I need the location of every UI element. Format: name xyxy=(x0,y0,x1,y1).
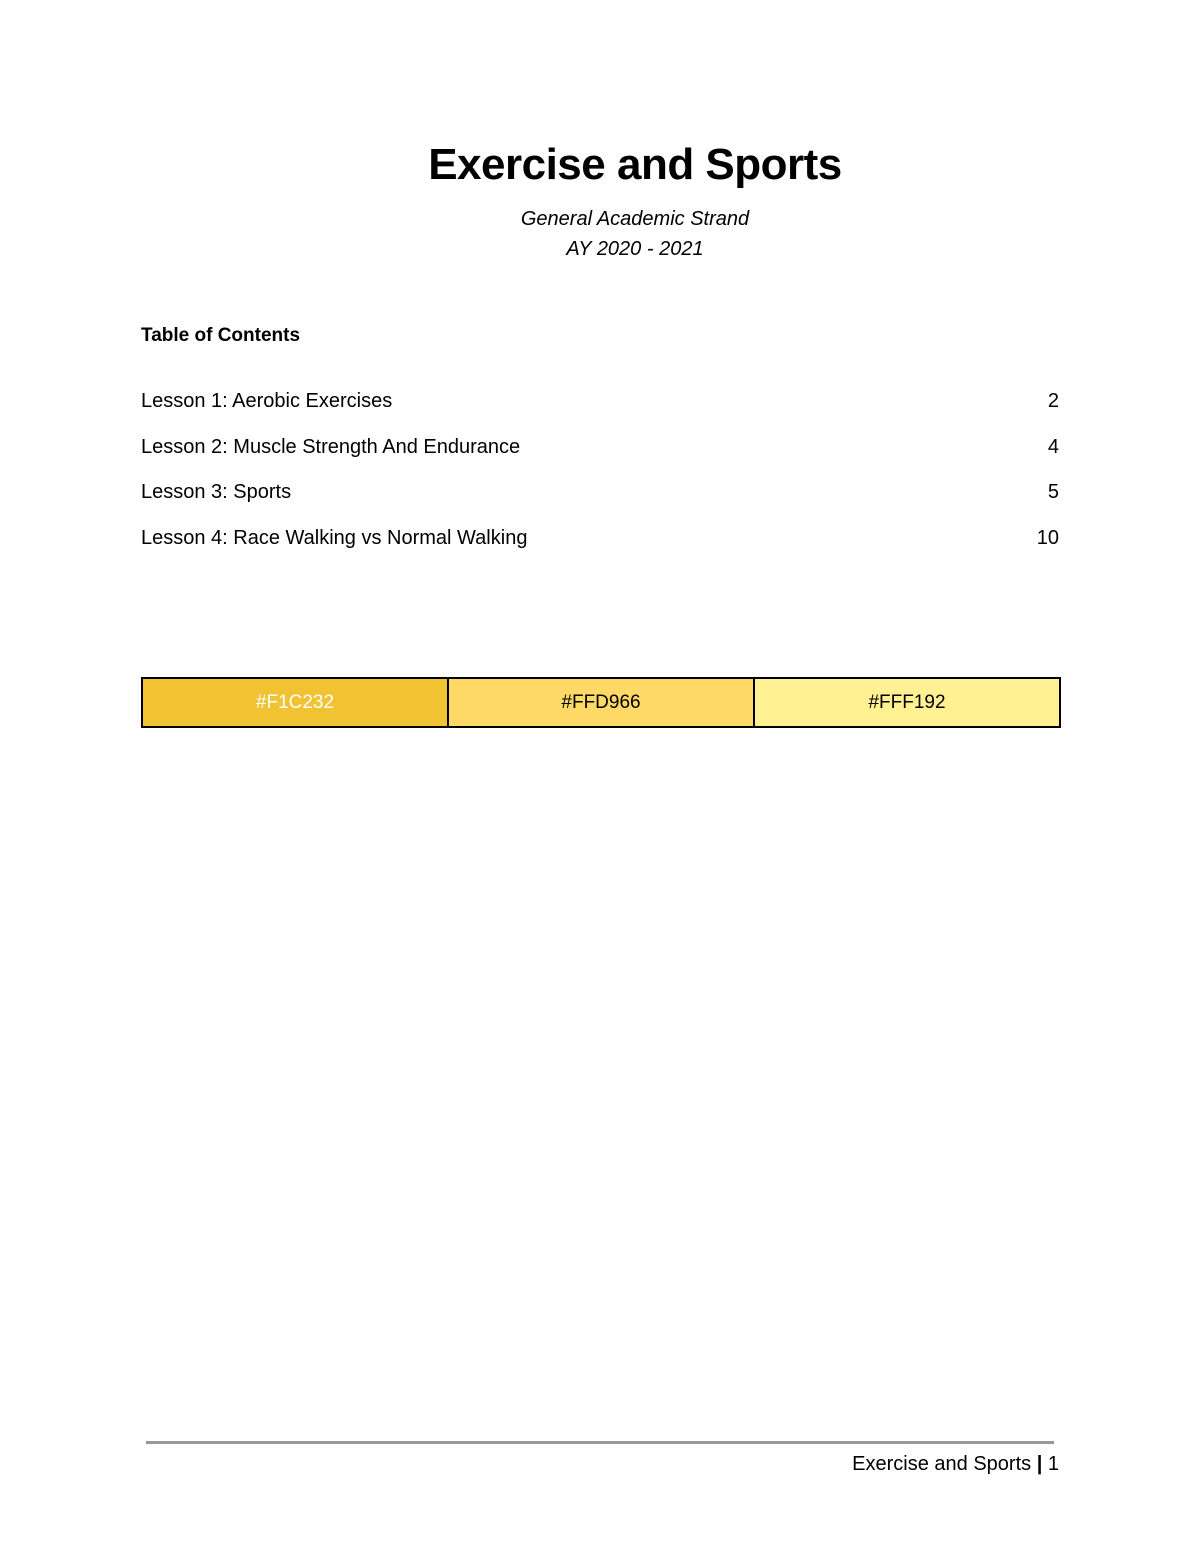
toc-entry-label: Lesson 2: Muscle Strength And Endurance xyxy=(141,435,521,458)
toc-heading: Table of Contents xyxy=(141,325,301,346)
toc-entry-lesson-1[interactable] xyxy=(141,390,1059,436)
toc-entry-page: 2 xyxy=(1047,390,1059,412)
color-swatch: #F1C232 xyxy=(143,679,447,726)
toc-entry-label: Lesson 3: Sports xyxy=(141,481,292,503)
footer-page-number: 1 xyxy=(1047,1453,1059,1475)
academic-year: AY 2020 - 2021 xyxy=(566,238,704,260)
toc-entry-page: 5 xyxy=(1047,481,1059,503)
document-subtitle: General Academic Strand xyxy=(520,208,750,230)
document-title: Exercise and Sports xyxy=(428,140,842,189)
toc-entry-label: Lesson 4: Race Walking vs Normal Walking xyxy=(141,526,528,549)
toc-entry-label: Lesson 1: Aerobic Exercises xyxy=(141,390,393,412)
toc-entry-lesson-3[interactable] xyxy=(141,481,1059,527)
footer-separator: | xyxy=(1036,1453,1043,1475)
page-footer xyxy=(852,1453,1059,1476)
toc-entry-lesson-4[interactable] xyxy=(141,527,1059,573)
toc-entry-lesson-2[interactable] xyxy=(141,436,1059,482)
toc-entry-page: 10 xyxy=(1036,526,1059,549)
toc-list xyxy=(141,390,1059,572)
color-palette-table xyxy=(141,677,1061,728)
footer-divider xyxy=(146,1441,1054,1444)
color-swatch: #FFD966 xyxy=(447,679,753,726)
color-swatch: #FFF192 xyxy=(753,679,1059,726)
toc-entry-page: 4 xyxy=(1047,435,1059,458)
footer-title: Exercise and Sports xyxy=(852,1453,1032,1475)
